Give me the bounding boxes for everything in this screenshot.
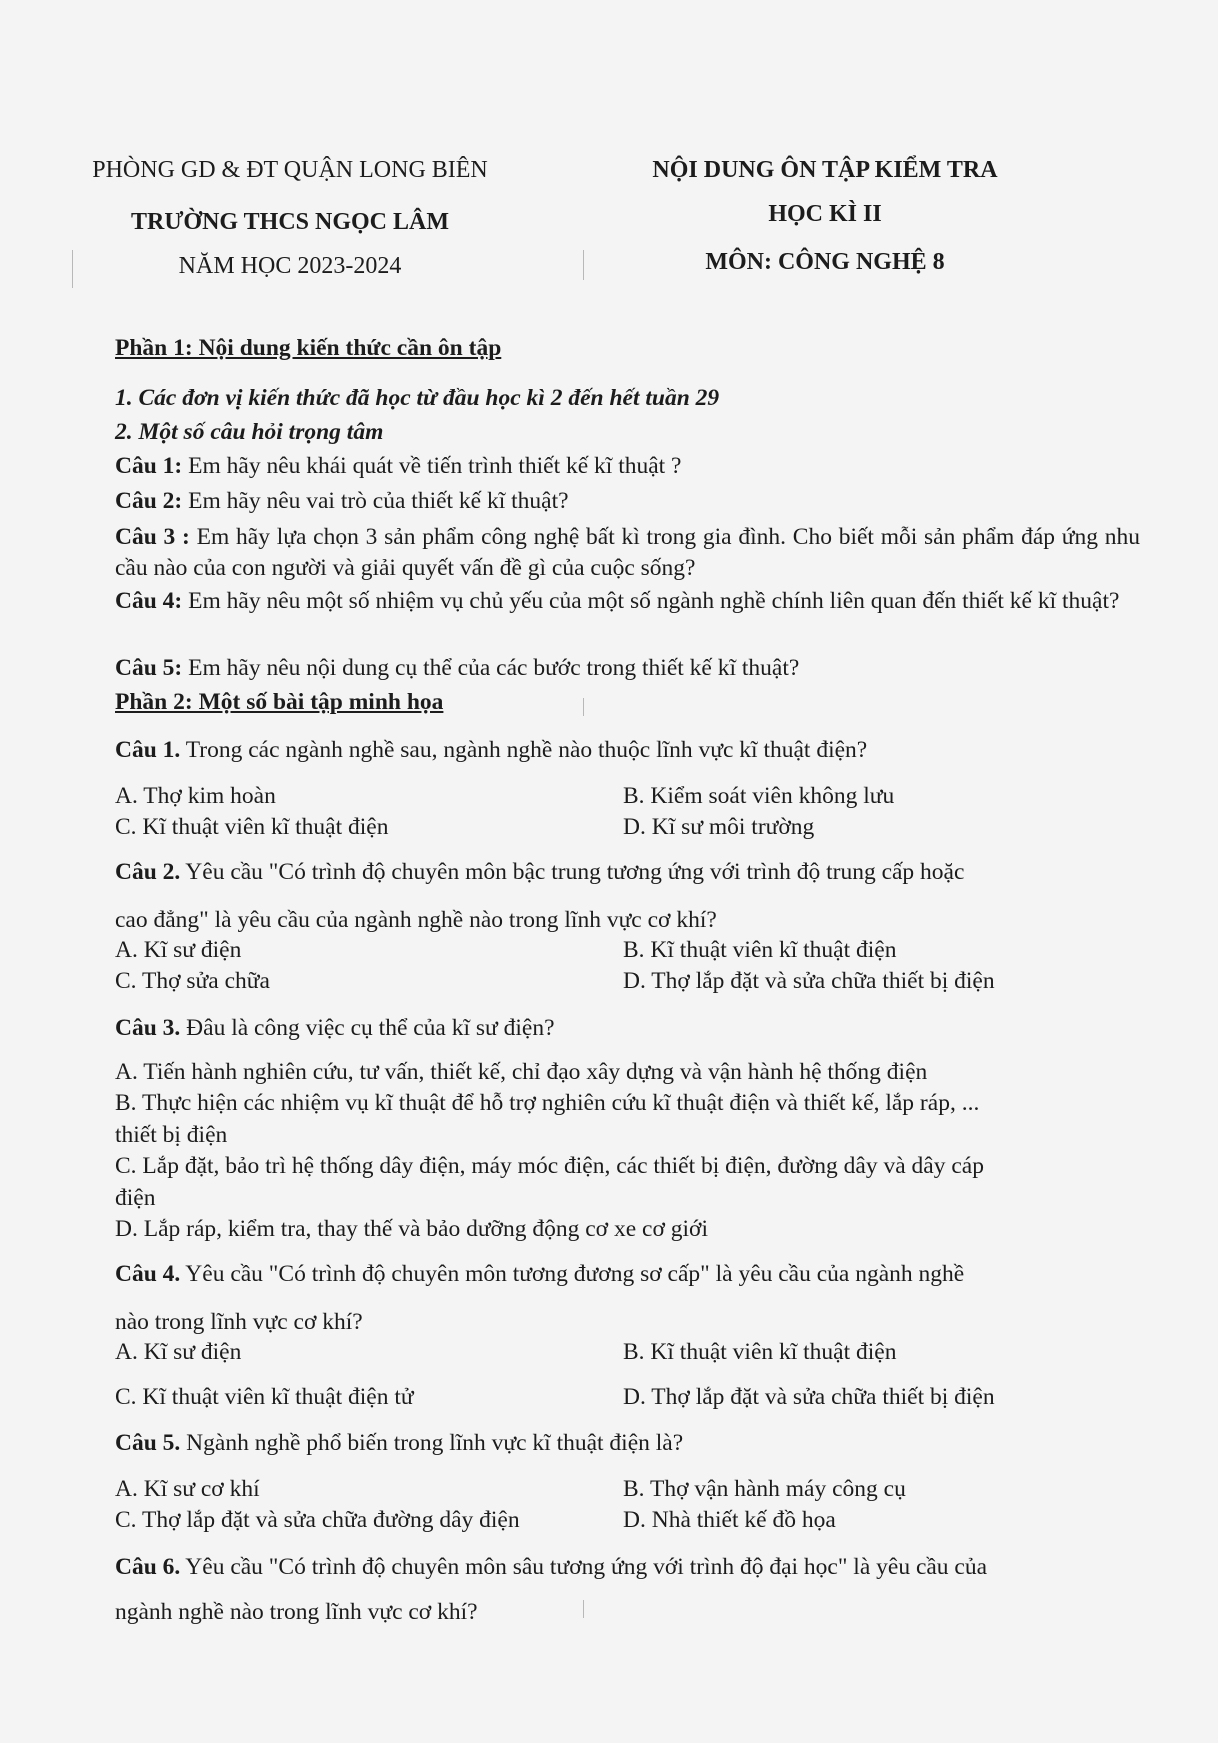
question-label: Câu 1.: [115, 737, 181, 763]
question-text: Yêu cầu "Có trình độ chuyên môn tương đương sơ cấp" là yêu cầu của ngành nghề: [180, 1261, 965, 1287]
exercise-6: [115, 1553, 987, 1581]
exercise-1-option-d: D. Kĩ sư môi trường: [623, 814, 815, 840]
exercise-5-option-d: D. Nhà thiết kế đồ họa: [623, 1507, 836, 1533]
part2-title: Phần 2: Một số bài tập minh họa: [115, 689, 444, 715]
question-label: Câu 5:: [115, 655, 183, 681]
question-label: Câu 1:: [115, 453, 183, 479]
question-label: Câu 3 :: [115, 524, 190, 550]
question-label: Câu 6.: [115, 1554, 181, 1580]
question-text: Em hãy nêu nội dung cụ thể của các bước trong thiết kế kĩ thuật?: [182, 655, 800, 681]
exercise-1-option-c: C. Kĩ thuật viên kĩ thuật điện: [115, 814, 389, 840]
exercise-2-text-cont: cao đẳng" là yêu cầu của ngành nghề nào trong lĩnh vực cơ khí?: [115, 907, 717, 933]
exercise-4-text-cont: nào trong lĩnh vực cơ khí?: [115, 1309, 363, 1335]
department-name: PHÒNG GD & ĐT QUẬN LONG BIÊN: [92, 157, 488, 183]
exercise-4-option-c: C. Kĩ thuật viên kĩ thuật điện tử: [115, 1384, 414, 1410]
exercise-5-option-b: B. Thợ vận hành máy công cụ: [623, 1476, 906, 1502]
exercise-2-option-c: C. Thợ sửa chữa: [115, 968, 270, 994]
question-label: Câu 4:: [115, 588, 183, 614]
scan-mark-center-2: [583, 698, 584, 716]
question-label: Câu 2.: [115, 859, 181, 885]
question-text: Yêu cầu "Có trình độ chuyên môn sâu tương ứng với trình độ đại học" là yêu cầu của: [180, 1554, 988, 1580]
question-text: Ngành nghề phổ biến trong lĩnh vực kĩ thuật điện là?: [180, 1430, 684, 1456]
exercise-2-option-b: B. Kĩ thuật viên kĩ thuật điện: [623, 937, 897, 963]
exercise-3-option-b-cont: thiết bị điện: [115, 1122, 228, 1148]
exercise-3: [115, 1014, 555, 1042]
exercise-4-option-a: A. Kĩ sư điện: [115, 1339, 242, 1365]
semester: HỌC KÌ II: [768, 201, 882, 227]
exercise-1: [115, 736, 867, 764]
question-text: Em hãy nêu một số nhiệm vụ chủ yếu của một số ngành nghề chính liên quan đến thiết kế kĩ thuật?: [182, 588, 1120, 614]
key-question-1: [115, 452, 682, 480]
part1-item1: 1. Các đơn vị kiến thức đã học từ đầu học kì 2 đến hết tuần 29: [115, 385, 720, 411]
document-title: NỘI DUNG ÔN TẬP KIỂM TRA: [652, 157, 998, 183]
exercise-3-option-d: D. Lắp ráp, kiểm tra, thay thế và bảo dưỡng động cơ xe cơ giới: [115, 1216, 708, 1242]
scan-mark-center: [583, 250, 584, 280]
question-text: Em hãy nêu khái quát về tiến trình thiết kế kĩ thuật ?: [182, 453, 682, 479]
exercise-5-option-c: C. Thợ lắp đặt và sửa chữa đường dây điện: [115, 1507, 520, 1533]
school-name: TRƯỜNG THCS NGỌC LÂM: [130, 209, 450, 235]
exercise-2-option-d: D. Thợ lắp đặt và sửa chữa thiết bị điện: [623, 968, 995, 994]
question-text: Đâu là công việc cụ thể của kĩ sư điện?: [180, 1015, 555, 1041]
exercise-3-option-a: A. Tiến hành nghiên cứu, tư vấn, thiết kế, chỉ đạo xây dựng và vận hành hệ thống điện: [115, 1059, 928, 1085]
question-label: Câu 2:: [115, 488, 183, 514]
school-year: NĂM HỌC 2023-2024: [178, 253, 402, 279]
question-label: Câu 3.: [115, 1015, 181, 1041]
exercise-4: [115, 1260, 964, 1288]
exercise-2-option-a: A. Kĩ sư điện: [115, 937, 242, 963]
question-text: Em hãy lựa chọn 3 sản phẩm công nghệ bất kì trong gia đình. Cho biết mỗi sản phẩm đáp ứng nhu cầu nào của con người và giải quyết vấn đề gì của cuộc sống?: [115, 524, 1141, 581]
exercise-2: [115, 858, 964, 886]
question-text: Em hãy nêu vai trò của thiết kế kĩ thuật?: [182, 488, 569, 514]
key-question-4: [115, 586, 1140, 617]
question-text: Yêu cầu "Có trình độ chuyên môn bậc trung tương ứng với trình độ trung cấp hoặc: [180, 859, 965, 885]
exercise-4-option-d: D. Thợ lắp đặt và sửa chữa thiết bị điện: [623, 1384, 995, 1410]
question-text: Trong các ngành nghề sau, ngành nghề nào thuộc lĩnh vực kĩ thuật điện?: [180, 737, 868, 763]
question-label: Câu 4.: [115, 1261, 181, 1287]
exercise-3-option-b: B. Thực hiện các nhiệm vụ kĩ thuật để hỗ trợ nghiên cứu kĩ thuật điện và thiết kế, lắp ráp, ...: [115, 1090, 980, 1116]
exercise-3-option-c-cont: điện: [115, 1185, 156, 1211]
scan-mark-center-3: [583, 1600, 584, 1618]
key-question-3: [115, 522, 1140, 584]
key-question-2: [115, 487, 569, 515]
exercise-4-option-b: B. Kĩ thuật viên kĩ thuật điện: [623, 1339, 897, 1365]
exercise-3-option-c: C. Lắp đặt, bảo trì hệ thống dây điện, máy móc điện, các thiết bị điện, đường dây và dây cáp: [115, 1153, 984, 1179]
part1-item2: 2. Một số câu hỏi trọng tâm: [115, 419, 384, 445]
part1-title: Phần 1: Nội dung kiến thức cần ôn tập: [115, 335, 502, 361]
exercise-1-option-a: A. Thợ kim hoàn: [115, 783, 276, 809]
question-label: Câu 5.: [115, 1430, 181, 1456]
subject: MÔN: CÔNG NGHỆ 8: [705, 249, 945, 275]
exercise-5: [115, 1429, 683, 1457]
exercise-5-option-a: A. Kĩ sư cơ khí: [115, 1476, 260, 1502]
key-question-5: [115, 654, 799, 682]
exercise-1-option-b: B. Kiểm soát viên không lưu: [623, 783, 895, 809]
exercise-6-text-cont: ngành nghề nào trong lĩnh vực cơ khí?: [115, 1599, 478, 1625]
